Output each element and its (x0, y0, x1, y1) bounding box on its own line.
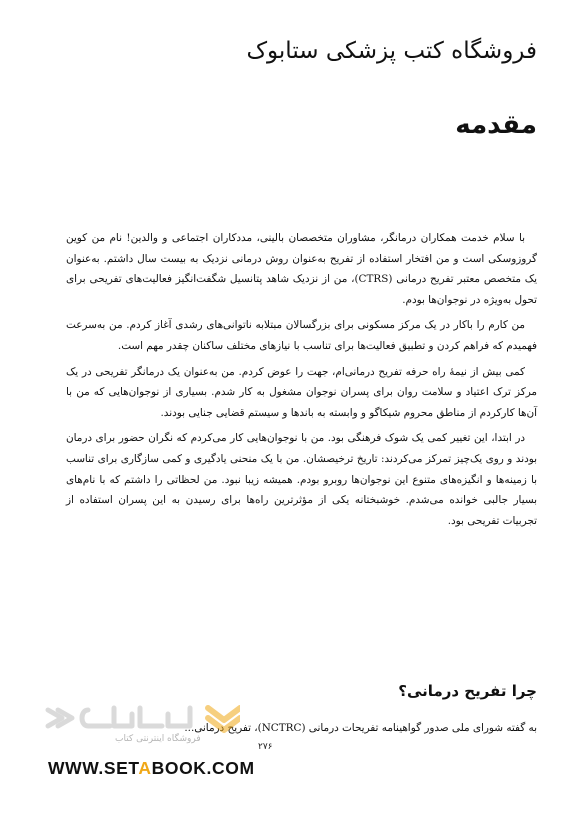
watermark (40, 700, 240, 748)
section-first-line: به گفته شورای ملی صدور گواهینامه تفریحات درمانی (NCTRC)، تفریح درمانی... (184, 722, 537, 734)
url-part: BOOK.COM (151, 758, 255, 778)
paragraph: کمی بیش از نیمهٔ راه حرفه تفریح درمانی‌ام، جهت را عوض کردم. من به‌عنوان یک درمانگر تفریحی در یک مرکز ترک اعتیاد و سلامت روان برای پسران نوجوان مشغول به کار شدم. بسیاری از نوجوان‌هایی که من با آن‌ها کارکردم از مناطق محروم شیکاگو و وابسته به باندها و سیستم قضایی جنایی بودند. (66, 365, 537, 419)
paragraph: با سلام خدمت همکاران درمانگر، مشاوران متخصصان بالینی، مددکاران اجتماعی و والدین! نام من کوین گروزوسکی است و من افتخار استفاده از تفریح به‌عنوان روش درمانی نزدیک به بیست سال داشتم. به‌عنوان یک متخصص معتبر تفریح درمانی (CTRS)، من از نزدیک شاهد پتانسیل شگفت‌انگیز فعالیت‌های تفریحی برای تحول به‌ویژه در نوجوان‌ها بودم. (66, 232, 538, 306)
url-part: WWW.SET (48, 758, 139, 778)
url-part-accent: A (138, 758, 152, 778)
page-header-title: فروشگاه کتب پزشکی ستابوک (246, 38, 537, 64)
watermark-caption: فروشگاه اینترنتی کتاب (115, 734, 201, 744)
section-heading: چرا تفریح درمانی؟ (398, 682, 537, 700)
paragraph: من کارم را باکار در یک مرکز مسکونی برای بزرگسالان مبتلابه ناتوانی‌های رشدی آغاز کردم. من به‌سرعت فهمیدم که فراهم کردن و تطبیق فعالیت‌ها برای تناسب با نیازهای مختلف ساکنان چقدر مهم است. (66, 319, 537, 352)
paragraph: در ابتدا، این تغییر کمی یک شوک فرهنگی بود. من با نوجوان‌هایی کار می‌کردم که نگران حضور برای درمان بودند و روی یک‌چیز تمرکز می‌کردند: تاریخ ترخیصشان. من با یک منحنی یادگیری و کمی سازگاری برای تناسب با زمینه‌ها و انگیزه‌های متنوع این نوجوان‌ها روبرو بودم. همیشه زیبا نبود. من لحظاتی را داشتم که با نام‌های بسیار جالبی خوانده می‌شدم. خوشبختانه یکی از مؤثرترین راه‌ها برای رسیدن به این پسران استفاده از تجربیات تفریحی بود. (66, 432, 537, 527)
body-text (66, 228, 537, 531)
website-url[interactable] (48, 758, 255, 779)
chapter-title: مقدمه (455, 110, 537, 140)
page-number: ۲۷۶ (258, 742, 273, 752)
